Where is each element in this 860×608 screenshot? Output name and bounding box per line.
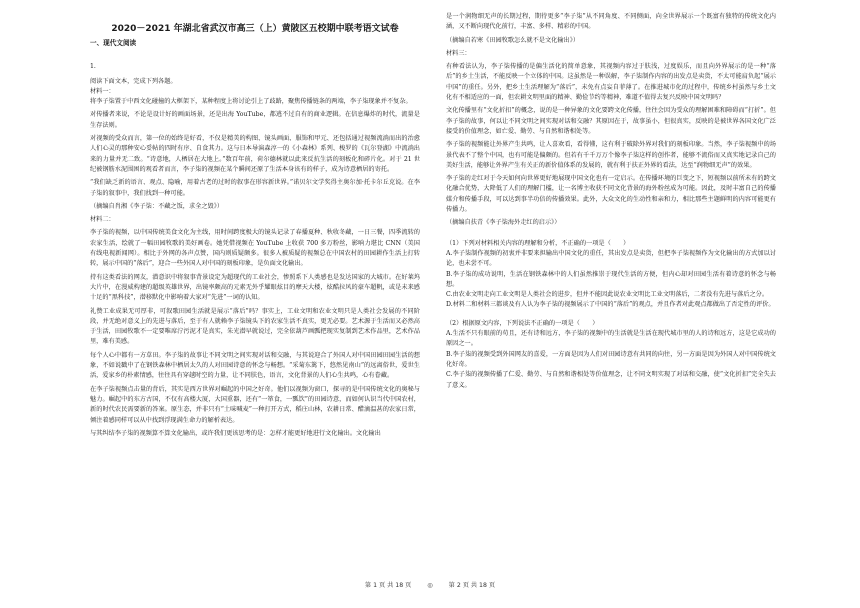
right-paragraph: 有种看法认为，李子柒传播的是偏生活化的简单意象，其视频内容过于肤浅，过度娱乐，而且向外界展示的是一种“落后”的乡土生活，不能反映一个立体的中国。这虽然是一种误解，李子柒制作内容的出发点是卖货，不太可能肩负起“展示中国”的重任。另外，把乡土生活理解为“落后”，未免有点妄自菲薄了。在推进城市化的过程中，传统乡村虽然与乡土文化有不相适应的一面，但农耕文明里面的精神、勤俭节约等精神，难道不值得去复兴反映中国文明吗？ [446, 63, 776, 102]
left-paragraph: 在李子柒视频点击量的背后，其实是西方世界对崛起的中国之好奇。他们以视频为窗口，探寻的是中国传统文化的奥秘与魅力。崛起中的东方古国，不仅有高楼大厦，大国重器，还有“一箪食，一瓢饮”的田园诗意，而如何认识当代中国农村，新的时代农民需要新的答案。原生态，并非只有“土味喊麦”一种打开方式，稻庄山林，农耕日常、醋滴温甚的农家日常，倾注着感同样可以从中找到浮现满生命力的解析表达。 [90, 385, 420, 424]
right-paragraph: 李子柒的走红对于今天如何向世界更好地展现中国文化也有一定启示。在传播环境的巨变之下，短视频以前所未有的跨文化融合优势，大降低了人们的理解门槛，让一名博主收获不同文化背景的海外粉丝成为可能。因此，及时丰富自己的传播媒介和传播手段，可以达到事半功倍的传播效果。此外，大众文化的生动性和亲和力，相比那些主题鲜明的内容可能更有传播力。 [446, 175, 776, 214]
left-paragraph: 对传播者来说，不论是设计好的画面场景，还是出海 YouTube，都逃不过自有的商业逻辑。在信息爆炸的时代，流量是生存法则。 [90, 111, 420, 129]
option-2c: C.李子柒的视频传播了仁爱、勤劳、与自然和谐相处等价值理念，让不同文明实现了对话和交融，使“文化折扣”完全失去了意义。 [446, 371, 776, 389]
right-source: （摘编自若寒《田园牧歌怎么就不是文化输出》） [446, 36, 580, 44]
left-paragraph: 材料二： [90, 216, 115, 224]
section-heading: 一、现代文阅读 [90, 39, 137, 47]
left-paragraph: 阅读下面文本，完成下列各题。 [90, 77, 177, 85]
question-2-stem: （2）根据原文内容，下列说法不正确的一项是（ ） [446, 319, 599, 327]
option-1a: A.李子柒制作视频的初衷并非要来担输出中国文化的重任，其出发点是卖货，但把李子柒视频作为文化输出的方式加以讨论，也未尝不可。 [446, 249, 776, 268]
left-paragraph: “我们缺乏新的语言、观点、隐喻，用着古老的过时的叙事在形容新世界。”诺贝尔文学奖得主奥尔加·托卡尔丘克说。在李子柒的叙事中，我们找到一种可能。 [90, 179, 420, 197]
left-source: （摘编自肖湘《李子柒：不藏之饭，求全之毁》） [90, 202, 224, 210]
page-title: 2020－2021 年湖北省武汉市高三（上）黄陂区五校期中联考语文试卷 [111, 24, 399, 34]
question-1-stem: （1）下列对材料相关内容的理解和分析，不正确的一项是（ ） [446, 239, 630, 247]
page-number-left: 第 1 页 共 18 页 [364, 582, 412, 589]
option-1c: C.由农业文明走向工业文明是人类社会的进步，但并不能因此说农业文明比工业文明落后，二者没有先进与落后之分。 [446, 291, 769, 299]
question-number: 1. [90, 63, 96, 71]
left-paragraph: 礼赞工业成果无可厚非，可叙歌田园生活就是展示“落后”吗？事实上，工业文明和农业文明只是人类社会发展的不同阶段，并无绝对意义上的先进与落后，至于有人就赖李子柒镜头下的农家生活不真实，更无必要。艺术源于生活而又必然高于生活，田园牧歌不一定要唯席泞污泥才是真实，朱光潜早就说过，完全依葫芦画瓢把现实复制到艺术作品里，艺术作品里，难有美感。 [90, 307, 420, 346]
left-paragraph: 将李子柒置于中西文化碰撞的大框架下，某种程度上将讨论引上了歧路，聚焦传播链条的两端，李子柒现象并不复杂。 [90, 98, 412, 106]
right-paragraph: 文化传播里有“文化折扣”的概念，说的是一种异象的文化要跨文化传播，往往会因为受众的理解困难和障碍而“打折”。但李子柒的故事，何以让不同文明之间实现对话和交融？其原因在于，故事虽小，但很真实，反映的是被世界各国文化广泛接受的价值理念，如亡爱、勤劳、与自然和谐相处等。 [446, 107, 776, 135]
page-number-right: 第 2 页 共 18 页 [448, 582, 496, 589]
binding-circle-icon: ◎ [427, 582, 433, 589]
option-2b: B.李子柒的视频受到外国网友的喜爱，一方面是因为人们对田园诗意有共同的向往，另一方面是因为外国人对中国传统文化好奇。 [446, 350, 776, 368]
left-paragraph: 对视频的受众而言，第一位的始终是好看，不仅是精美的构图、镜头画面、服饰和甲元、还包括通过视频流淌而出的治愈人们心灵的那种安心妥帖的四时有序、自食其力。这与日本导演森淳一的《小森林》系列、梭罗的《瓦尔登湖》中流淌出来的力量并无二致。“诗意地，人栖居在大地上。”数百年前，荷尔德林就以此来反抗生活的刻板化和碎片化。对于 21 世纪被钢筋水泥围困的观看者而言，李子柒的视频在某个瞬间还原了生活本身该有的样子，成为诗意栖居的寄托。 [90, 135, 420, 173]
left-paragraph: 持有这类看法的网友，潜意识中将叙事背景设定为超现代的工业社会，惨照系下人类感也是发达国家的大城市。在好莱坞大片中，在漫威构建的超级英雄世界，出镜率颇高的元素无外乎耀眼炫目的摩天大楼，炫酷拉风的豪车超帆，或是未来感十足的“黑科技”，潜移默化中影响着大家对“先进”一词的认知。 [90, 273, 420, 302]
page-footer [0, 580, 860, 589]
left-column [90, 22, 420, 439]
right-paragraph: 是一个润物细无声的长期过程，期待更多“李子柒”从不同角度、不同侧面，向全世界展示一个既富有独特的传统文化内涵，又不断向现代化前行，丰富、多样、精彩的中国。 [446, 13, 776, 31]
left-paragraph: 材料一： [90, 87, 115, 95]
left-paragraph: 与其纠结李子柒的视频算不算文化输出，或许我们更该思考的是：怎样才能更好地进行文化输出。文化输出 [90, 429, 381, 437]
option-1b: B.李子柒的成功说明，生活在钢铁森林中的人们虽然推崇于现代生活的方便，但内心却对田园生活有着诗意的怀念与畅想。 [446, 270, 776, 288]
right-paragraph: 李子柒的视频能让外界产生共鸣，让人喜欢看，看得懂，这有利于破除外界对我们的刻板印象。当然，李子柒视频中的场景代表不了整个中国，也有可能是偏颇的。但若有千千万万个像李子柒这样的创作者，能够不流俗而又真实地记录自己的美好生活，能够让外界产生有关正的新价值体系的发展的，就有利于扶正外界的看法，达至“润物细无声”的效果。 [446, 141, 776, 169]
right-paragraph: 材料三： [446, 49, 471, 57]
option-1d: D.材料二和材料三都谈及有人认为李子柒的视频展示了中国的“落后”的观点，并且作者对此观点都做出了否定性的评价。 [446, 301, 775, 309]
right-column [446, 12, 776, 391]
left-paragraph: 每个人心中都有一方草田。李子柒的故事让不同文明之间实现对话和交融，与其说迎合了外国人对中国田园田园生活的想象，不如说戳中了在钢铁森林中栖居太久的人对田园诗意的怀念与畅想。“采菊东篱下，悠然见南山”的远离俗世，爱世生活，爱家乡的朴素情感，往往具有穿越时空的力量，让不同肤色，语言，文化背景的人们心生共鸣，心有眷藏。 [90, 351, 420, 380]
option-2a: A.生活不只有眼前的苟且，还有诗和远方，李子柒的视频中的生活就是生活在现代城市里的人的诗和远方，这是它成功的原因之一。 [446, 330, 776, 348]
left-paragraph: 李子柒的视频，以中国传统美食文化为主线，用时间跨度极大的镜头记录了春播夏种、秋收冬藏，一日三餐，四季流转的农家生活，绘就了一幅田园牧歌的美好画卷。她凭借视频在 YouTube 上收获 700 多万粉丝，影响力堪比 CNN（美国有线电视新闻网）。相比于外网的各声点赞，国内则质疑颇多。很多人被质疑的视频总在中国农村的田园耕作生活上打转转，展示中国的“落后”，迎合一些外国人对中国的刻板印象，是负面文化输出。 [90, 229, 420, 268]
right-source: （摘编自扶青《李子柒海外走红的启示》） [446, 219, 561, 227]
